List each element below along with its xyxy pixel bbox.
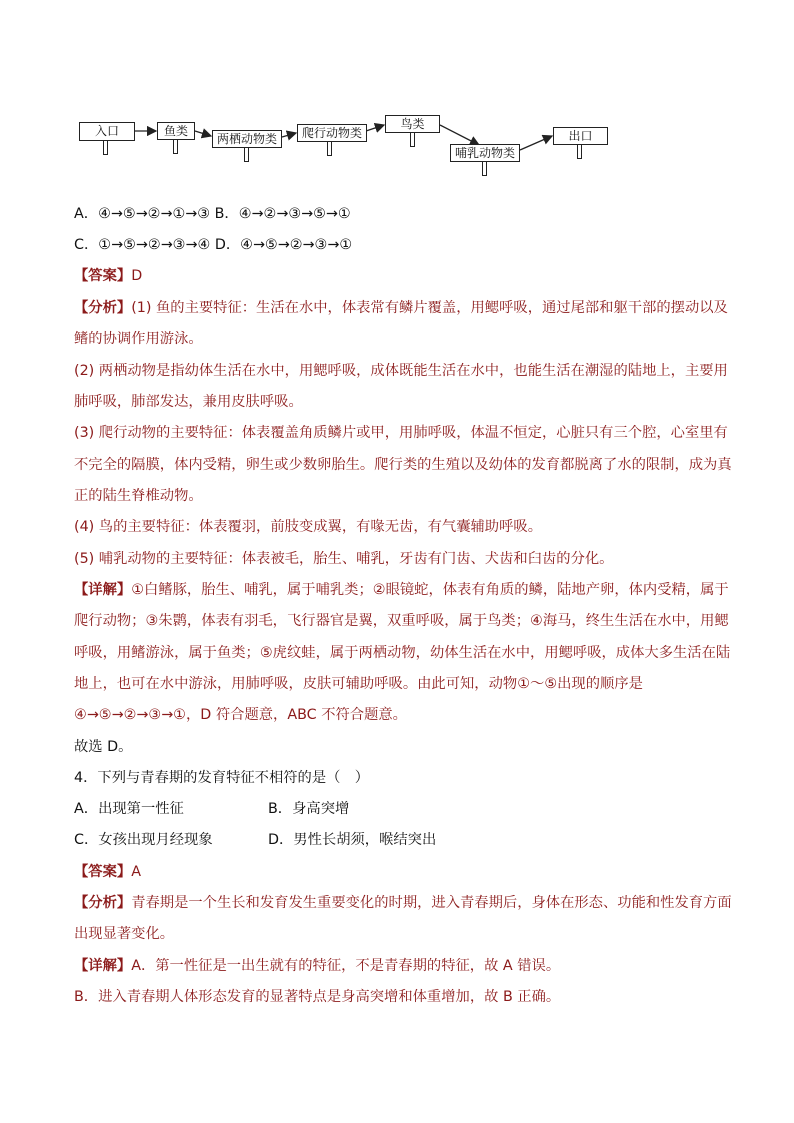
q4-options-ab [74, 799, 474, 819]
arrow-mammal-exit [520, 136, 552, 150]
sign-reptile-board: 爬行动物类 [297, 124, 367, 142]
q4-analysis-line-1 [74, 893, 732, 913]
sign-bird-board: 鸟类 [385, 115, 440, 133]
q3-conclusion: 故选 D。 [74, 739, 133, 755]
diagram-arrows [0, 0, 794, 200]
detail-text: A．第一性征是一出生就有的特征，不是青春期的特征，故 A 错误。 [131, 958, 561, 974]
q3-analysis-line-9: (5) 哺乳动物的主要特征：体表被毛，胎生、哺乳，牙齿有门齿、犬齿和臼齿的分化。 [74, 551, 614, 567]
q3-detail-line-2: 爬行动物；③朱鹮，体表有羽毛，飞行器官是翼，双重呼吸，属于鸟类；④海马，终生生活在水中，用鳃 [74, 613, 729, 629]
detail-text: ①白鳍豚，胎生、哺乳，属于哺乳类；②眼镜蛇，体表有角质的鳞，陆地产卵，体内受精，属于 [131, 582, 729, 598]
q4-question: 4．下列与青春期的发育特征不相符的是（ ） [74, 770, 370, 786]
analysis-text: (1) 鱼的主要特征：生活在水中，体表常有鳞片覆盖，用鳃呼吸，通过尾部和躯干部的摆动以及 [131, 300, 728, 316]
q3-analysis-line-6: 不完全的隔膜，体内受精，卵生或少数卵胎生。爬行类的生殖以及幼体的发育都脱离了水的限制，成为真 [74, 457, 732, 473]
q3-analysis-line-7: 正的陆生脊椎动物。 [74, 488, 203, 504]
q3-detail-line-1 [74, 580, 729, 600]
analysis-tag: 【分析】 [74, 895, 132, 911]
q3-options-cd: C．①→⑤→②→③→④ D．④→⑤→②→③→① [74, 237, 353, 253]
sign-exit-post [577, 145, 582, 159]
q3-analysis-line-4: 肺呼吸，肺部发达，兼用皮肤呼吸。 [74, 394, 303, 410]
analysis-tag: 【分析】 [74, 300, 132, 316]
q3-options-ab: A．④→⑤→②→①→③ B．④→②→③→⑤→① [74, 206, 351, 222]
sign-entrance-board: 入口 [79, 122, 135, 141]
detail-tag: 【详解】 [74, 582, 132, 598]
analysis-text: 青春期是一个生长和发育发生重要变化的时期，进入青春期后，身体在形态、功能和性发育方面 [131, 895, 732, 911]
q3-answer-line [74, 266, 142, 286]
q4-analysis-line-2: 出现显著变化。 [74, 926, 175, 942]
zoo-route-diagram [0, 0, 794, 200]
q4-option-b: B．身高突增 [268, 801, 350, 817]
q3-detail-line-4: 地上，也可在水中游泳，用肺呼吸，皮肤可辅助呼吸。由此可知，动物①～⑤出现的顺序是 [74, 676, 643, 692]
detail-tag: 【详解】 [74, 958, 132, 974]
q4-answer-line [74, 862, 141, 882]
sign-fish-board: 鱼类 [157, 122, 195, 140]
sign-amphibian-board: 两栖动物类 [212, 130, 282, 148]
q4-options-cd [74, 830, 474, 850]
sign-amphibian-post [244, 148, 249, 162]
answer-tag: 【答案】 [74, 268, 132, 284]
q3-detail-line-5: ④→⑤→②→③→①，D 符合题意，ABC 不符合题意。 [74, 707, 407, 723]
q3-analysis-line-5: (3) 爬行动物的主要特征：体表覆盖角质鳞片或甲，用肺呼吸，体温不恒定，心脏只有三个腔，心室里有 [74, 425, 728, 441]
q4-detail-line-2: B．进入青春期人体形态发育的显著特点是身高突增和体重增加，故 B 正确。 [74, 989, 561, 1005]
sign-mammal-board: 哺乳动物类 [450, 144, 520, 162]
arrow-fish-amphibian [195, 131, 211, 136]
arrow-reptile-bird [366, 125, 384, 131]
sign-exit-board: 出口 [553, 127, 608, 145]
sign-reptile-post [327, 142, 332, 156]
q3-analysis-line-3: (2) 两栖动物是指幼体生活在水中，用鳃呼吸，成体既能生活在水中，也能生活在潮湿的陆地上，主要用 [74, 363, 728, 379]
sign-mammal-post [482, 162, 487, 176]
q3-analysis-line-1 [74, 298, 728, 318]
sign-bird-post [410, 133, 415, 147]
q4-option-d: D．男性长胡须，喉结突出 [268, 832, 437, 848]
q4-detail-line-1 [74, 956, 560, 976]
q3-analysis-line-8: (4) 鸟的主要特征：体表覆羽，前肢变成翼，有喙无齿，有气囊辅助呼吸。 [74, 519, 542, 535]
sign-entrance-post [103, 141, 108, 155]
answer-value: A [131, 864, 141, 880]
q4-option-c: C．女孩出现月经现象 [74, 832, 213, 848]
arrow-amphibian-reptile [282, 133, 296, 137]
answer-tag: 【答案】 [74, 864, 132, 880]
arrow-bird-mammal [440, 125, 479, 145]
sign-fish-post [173, 140, 178, 154]
q3-detail-line-3: 呼吸，用鳍游泳，属于鱼类；⑤虎纹蛙，属于两栖动物，幼体生活在水中，用鳃呼吸，成体大多生活在陆 [74, 645, 731, 661]
q4-option-a: A．出现第一性征 [74, 801, 184, 817]
q3-analysis-line-2: 鳍的协调作用游泳。 [74, 331, 203, 347]
answer-value: D [131, 268, 143, 284]
